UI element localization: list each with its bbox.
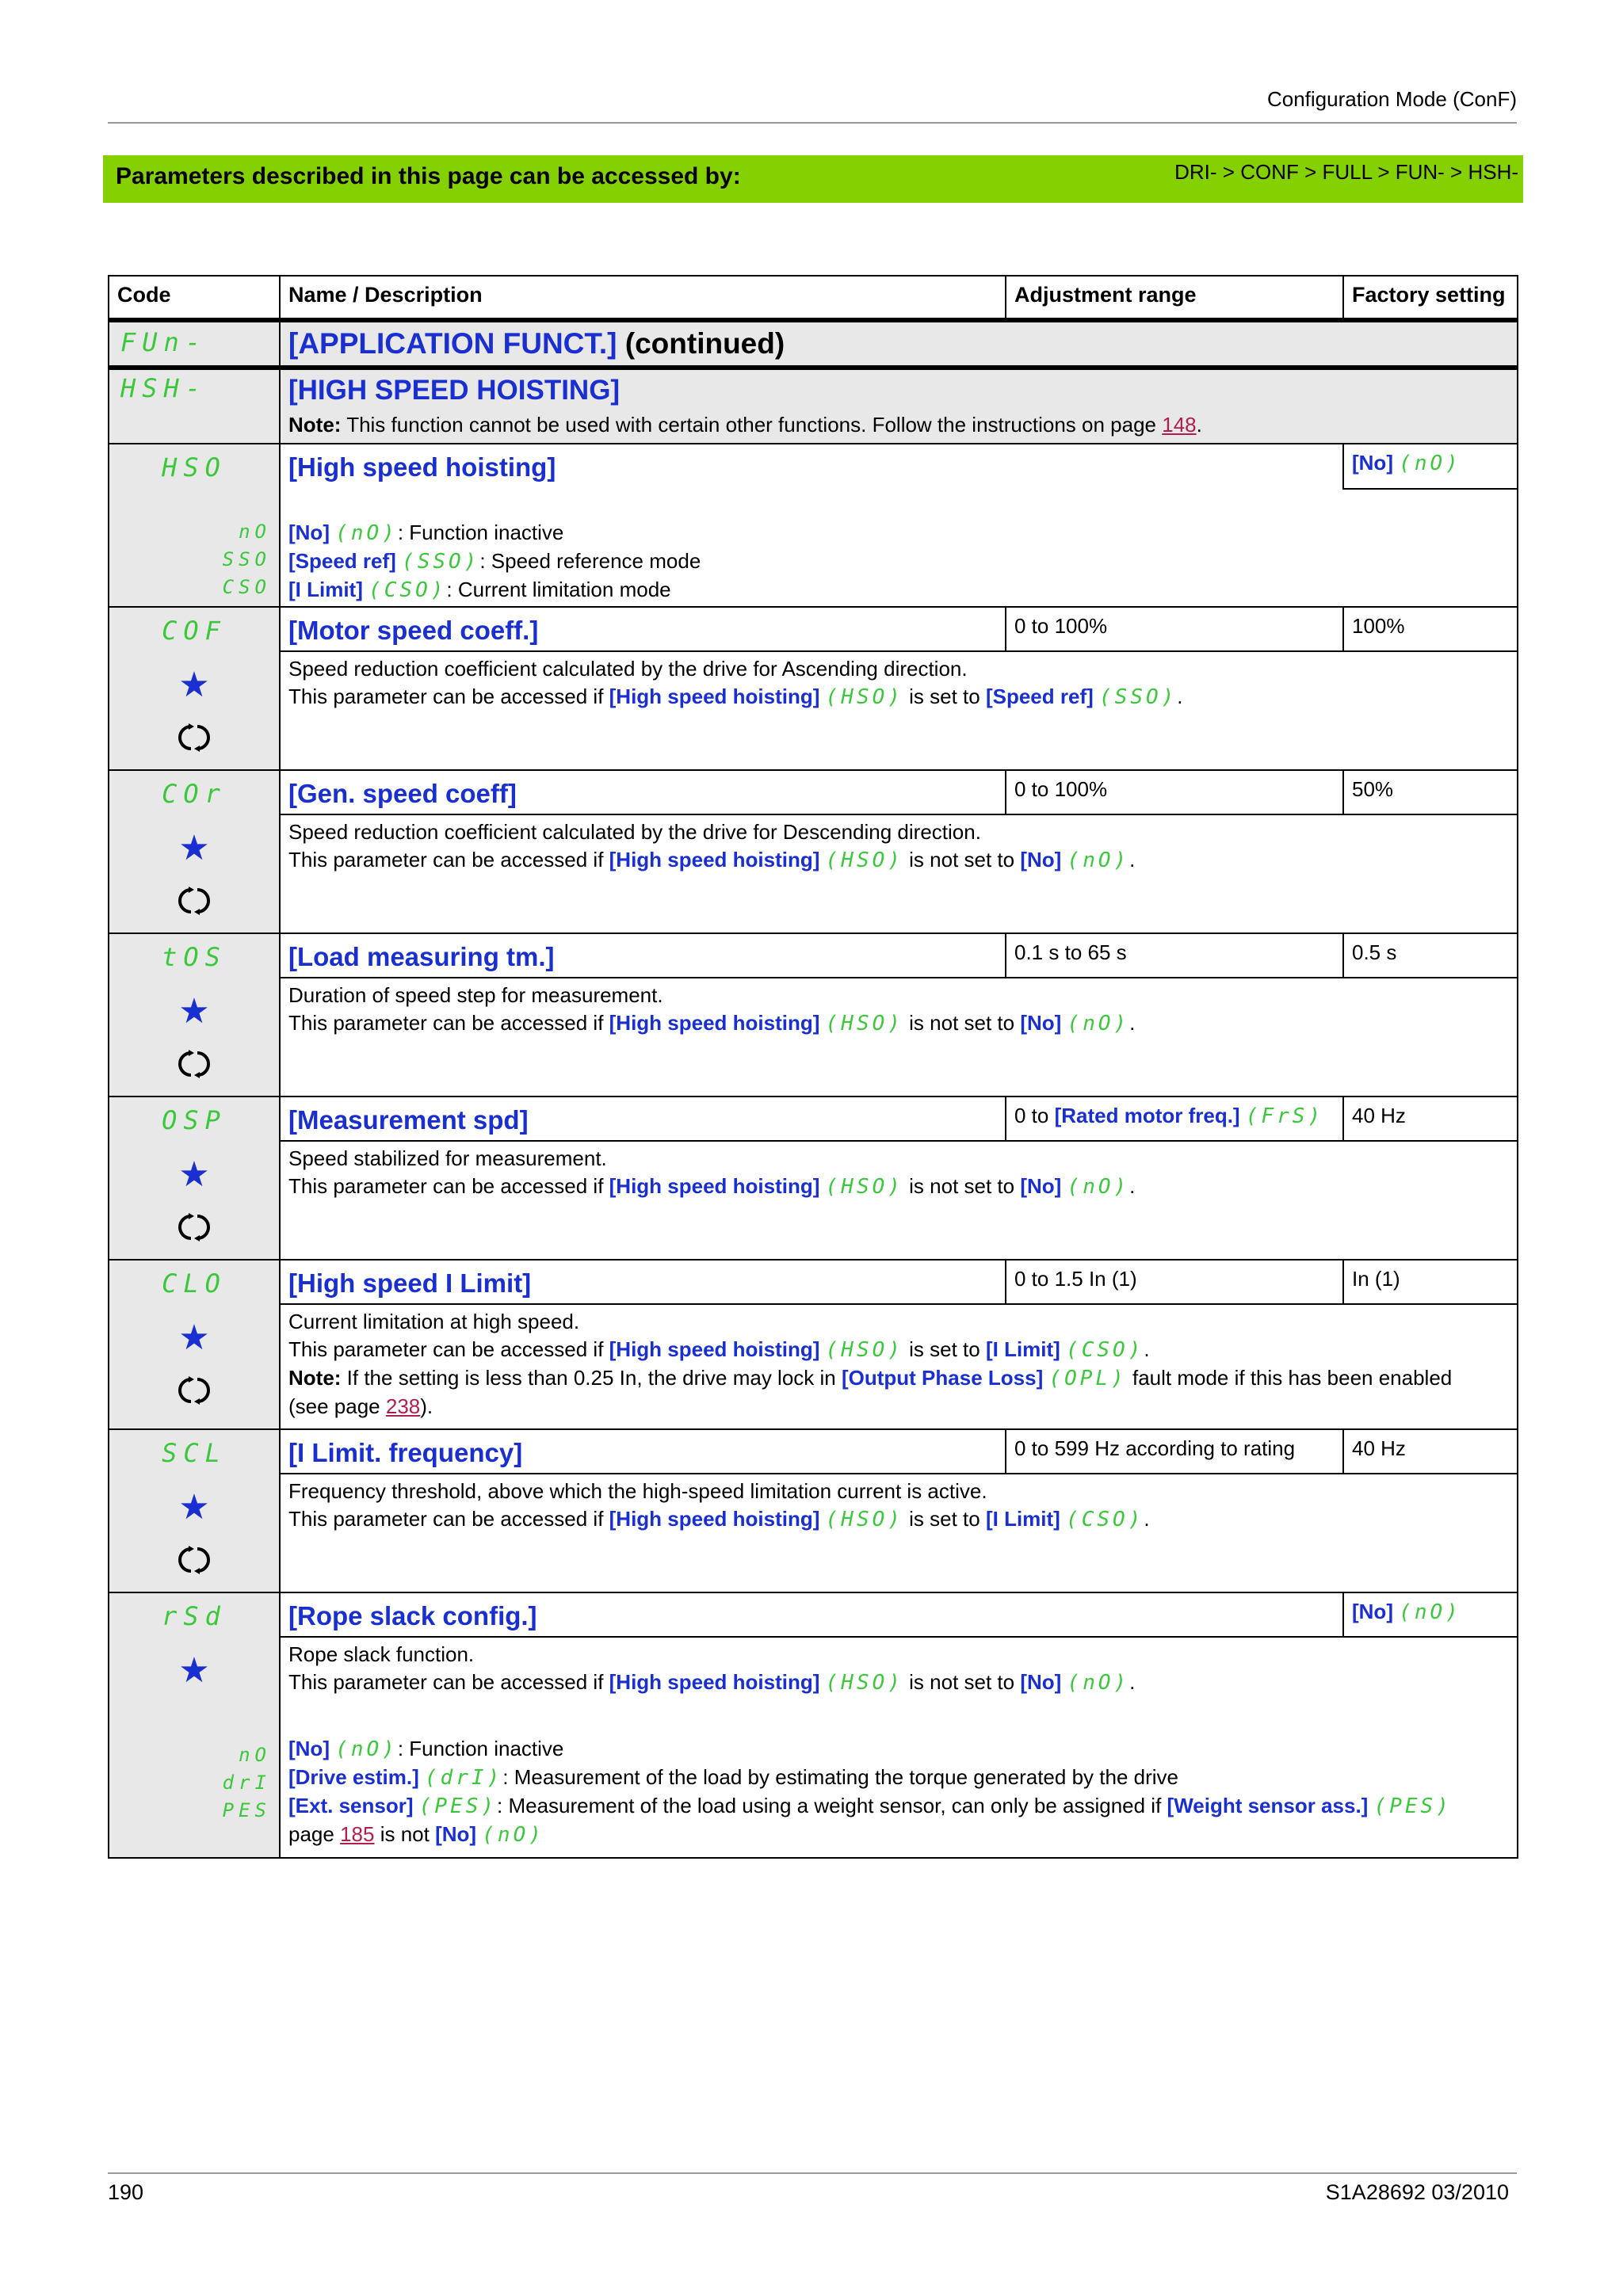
page-link[interactable]: 238 xyxy=(385,1394,421,1418)
param-code: rSd xyxy=(162,1601,227,1631)
factory-setting: [No] (nO) xyxy=(1352,451,1461,475)
page-link[interactable]: 148 xyxy=(1162,413,1197,437)
access-label: Parameters described in this page can be accessed by: xyxy=(116,163,741,189)
param-row-cor xyxy=(109,770,1518,814)
param-description: Rope slack function. This parameter can be accessed if [High speed hoisting] (HSO) is not set to [No] (nO). [No] (nO): Function inactive [Drive estim.] (drI): Measurement of the load by estimating the torque generated by the drive [Ext. sensor] (PES): Measurement of the load using a weight sensor, can only be assigned if [Weight sensor ass.] (PES) page 185 is not [No] (nO) xyxy=(281,1638,1517,1857)
param-code: SCL xyxy=(162,1438,227,1468)
header-divider xyxy=(108,122,1517,124)
adjust-on-the-fly-icon xyxy=(178,1375,210,1406)
param-title[interactable]: [High speed hoisting] xyxy=(288,452,556,482)
star-icon: ★ xyxy=(178,666,210,704)
factory-setting: 50% xyxy=(1352,777,1394,801)
factory-setting: [No] (nO) xyxy=(1352,1600,1461,1624)
param-description: Frequency threshold, above which the high-speed limitation current is active. This parameter can be accessed if [High speed hoisting] (HSO) is set to [I Limit] (CSO). xyxy=(288,1479,1150,1531)
factory-setting: 40 Hz xyxy=(1352,1436,1406,1460)
param-row-hso xyxy=(109,444,1518,489)
param-title[interactable]: [High speed I Limit] xyxy=(288,1268,532,1298)
column-header-range: Adjustment range xyxy=(1006,276,1343,320)
param-code: CLO xyxy=(162,1268,227,1299)
adjustment-range: 0 to 599 Hz according to rating xyxy=(1014,1436,1296,1460)
adjust-on-the-fly-icon xyxy=(178,885,210,917)
param-code: COr xyxy=(162,779,227,809)
section-title-suffix: (continued) xyxy=(624,327,785,360)
document-reference: S1A28692 03/2010 xyxy=(1325,2180,1509,2204)
param-row-scl xyxy=(109,1429,1518,1474)
param-row-cor-desc xyxy=(109,814,1518,933)
adjustment-range: 0 to 100% xyxy=(1014,777,1108,801)
param-description: Speed stabilized for measurement. This parameter can be accessed if [High speed hoisting] (HSO) is not set to [No] (nO). xyxy=(288,1146,1136,1199)
adjust-on-the-fly-icon xyxy=(178,1048,210,1080)
param-row-tos-desc xyxy=(109,978,1518,1097)
column-header-factory: Factory setting xyxy=(1343,276,1518,320)
adjustment-range: 0 to 1.5 In (1) xyxy=(1014,1267,1137,1291)
star-icon: ★ xyxy=(178,992,210,1031)
factory-setting: In (1) xyxy=(1352,1267,1400,1291)
adjustment-range: 0.1 s to 65 s xyxy=(1014,940,1127,964)
adjust-on-the-fly-icon xyxy=(178,722,210,753)
parameter-table xyxy=(108,275,1518,1859)
param-title[interactable]: [Load measuring tm.] xyxy=(288,942,555,971)
param-description: Duration of speed step for measurement. This parameter can be accessed if [High speed hoisting] (HSO) is not set to [No] (nO). xyxy=(288,983,1136,1035)
param-row-osp-desc xyxy=(109,1141,1518,1260)
param-code: COF xyxy=(162,616,227,646)
option-item: [No] (nO): Function inactive xyxy=(288,521,564,545)
param-code: HSO xyxy=(162,452,227,482)
param-row-cof xyxy=(109,607,1518,651)
option-item: [Ext. sensor] (PES): Measurement of the load using a weight sensor, can only be assigned if [Weight sensor ass.] (PES) xyxy=(288,1794,1452,1818)
factory-setting: 40 Hz xyxy=(1352,1104,1406,1127)
subsection-code: HSH- xyxy=(120,373,208,403)
adjustment-range: 0 to [Rated motor freq.] (FrS) xyxy=(1014,1104,1324,1128)
section-row-fun xyxy=(109,320,1518,368)
page-number: 190 xyxy=(108,2180,144,2204)
section-title-link[interactable]: [APPLICATION FUNCT.] xyxy=(288,327,617,360)
page-header-title: Configuration Mode (ConF) xyxy=(1266,87,1517,111)
param-description: Speed reduction coefficient calculated by the drive for Descending direction. This parameter can be accessed if [High speed hoisting] (HSO) is not set to [No] (nO). xyxy=(288,820,1136,872)
param-title[interactable]: [Motor speed coeff.] xyxy=(288,616,539,645)
footer-divider xyxy=(108,2172,1517,2174)
param-row-clo-desc xyxy=(109,1304,1518,1429)
param-row-cof-desc xyxy=(109,651,1518,770)
option-list xyxy=(281,519,1517,606)
param-row-rsd xyxy=(109,1592,1518,1637)
star-icon: ★ xyxy=(178,1318,210,1357)
adjust-on-the-fly-icon xyxy=(178,1211,210,1243)
access-path-bar xyxy=(103,155,1523,203)
param-row-scl-desc xyxy=(109,1474,1518,1592)
param-code: OSP xyxy=(162,1105,227,1135)
factory-setting: 100% xyxy=(1352,614,1405,638)
column-header-code: Code xyxy=(109,276,280,320)
access-menu-path: DRI- > CONF > FULL > FUN- > HSH- xyxy=(1174,160,1518,184)
option-item: [I Limit] (CSO): Current limitation mode xyxy=(288,578,671,602)
param-description: Speed reduction coefficient calculated by the drive for Ascending direction. This parameter can be accessed if [High speed hoisting] (HSO) is set to [Speed ref] (SSO). xyxy=(288,657,1183,709)
option-item: [Speed ref] (SSO): Speed reference mode xyxy=(288,549,701,574)
section-code: FUn- xyxy=(120,327,208,357)
param-row-osp xyxy=(109,1097,1518,1141)
param-title[interactable]: [Gen. speed coeff] xyxy=(288,779,517,808)
subsection-note: Note: This function cannot be used with certain other functions. Follow the instructions on page 148. xyxy=(288,413,1202,437)
section-title xyxy=(281,322,1517,365)
param-title[interactable]: [Measurement spd] xyxy=(288,1105,529,1135)
star-icon: ★ xyxy=(178,1155,210,1194)
factory-setting: 0.5 s xyxy=(1352,940,1397,964)
adjustment-range: 0 to 100% xyxy=(1014,614,1108,638)
page-link[interactable]: 185 xyxy=(340,1822,375,1846)
param-row-hso-options xyxy=(109,489,1518,607)
table-header-row xyxy=(109,276,1518,320)
subsection-title[interactable]: [HIGH SPEED HOISTING] xyxy=(288,375,621,406)
option-codes: nO drI PES xyxy=(222,1744,271,1821)
param-row-rsd-desc xyxy=(109,1637,1518,1858)
adjust-on-the-fly-icon xyxy=(178,1544,210,1576)
option-item: [Drive estim.] (drI): Measurement of the load by estimating the torque generated by the drive xyxy=(288,1765,1178,1790)
subsection-row-hsh xyxy=(109,368,1518,444)
param-title[interactable]: [Rope slack config.] xyxy=(288,1601,537,1630)
param-description: Current limitation at high speed. This parameter can be accessed if [High speed hoisting] (HSO) is set to [I Limit] (CSO). Note: If the setting is less than 0.25 In, the drive may lock in [Output Phase Loss] (OPL) fault mode if this has been enabled (see page 238). xyxy=(288,1310,1453,1418)
param-row-tos xyxy=(109,933,1518,978)
star-icon: ★ xyxy=(178,1488,210,1527)
option-codes: nO SSO CSO xyxy=(222,521,271,598)
star-icon: ★ xyxy=(178,829,210,868)
option-item: [No] (nO): Function inactive xyxy=(288,1737,564,1761)
column-header-name: Name / Description xyxy=(280,276,1006,320)
star-icon: ★ xyxy=(178,1651,210,1690)
param-code: tOS xyxy=(162,942,227,972)
param-title[interactable]: [I Limit. frequency] xyxy=(288,1438,523,1467)
param-row-clo xyxy=(109,1260,1518,1304)
